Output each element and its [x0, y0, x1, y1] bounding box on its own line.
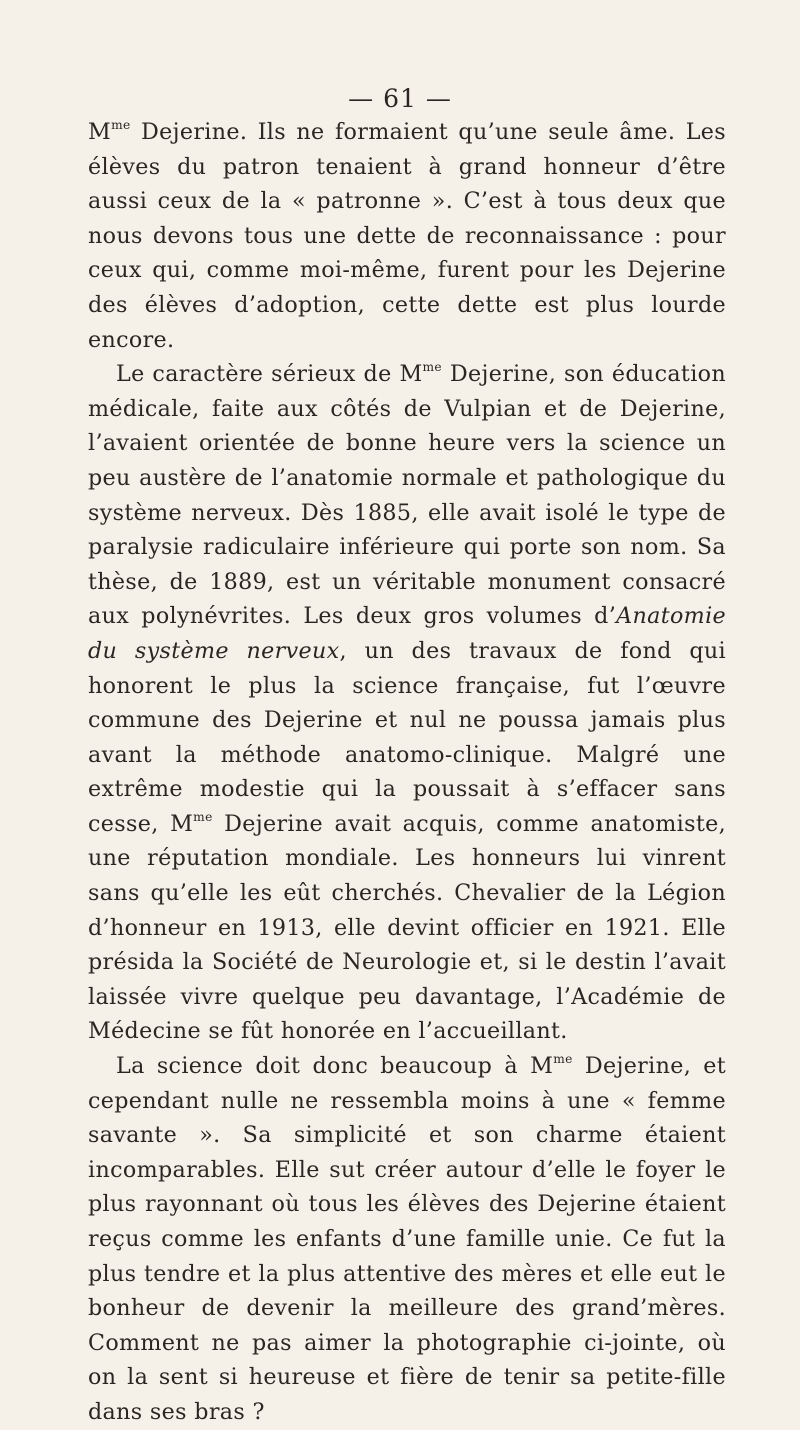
- paragraph: [88, 357, 726, 1049]
- superscript: me: [193, 810, 213, 825]
- text-run: Dejerine. Ils ne formaient qu’une seule âme. Les élèves du patron tenaient à grand honneur d’être aussi ceux de la « patronne ». C’est à tous deux que nous devons tous une dette de reconnaissance : pour ceux qui, comme moi-même, furent pour les Dejerine des élèves d’adoption, cette dette est plus lourde encore.: [88, 119, 726, 353]
- superscript: me: [111, 118, 131, 133]
- text-run: Dejerine avait acquis, comme anatomiste, une réputation mondiale. Les honneurs lui vinrent sans qu’elle les eût cherchés. Chevalier de la Légion d’honneur en 1913, elle devint officier en 1921. Elle présida la Société de Neurologie et, si le destin l’avait laissée vivre quelque peu davantage, l’Académie de Médecine se fût honorée en l’accueillant.: [88, 810, 726, 1045]
- text-run: Dejerine, son éducation médicale, faite aux côtés de Vulpian et de Dejerine, l’avaient orientée de bonne heure vers la science un peu austère de l’anatomie normale et pathologique du système nerveux. Dès 1885, elle avait isolé le type de paralysie radiculaire inférieure qui porte son nom. Sa thèse, de 1889, est un véritable monument consacré aux polynévrites. Les deux gros volumes d’: [88, 361, 726, 630]
- superscript: me: [553, 1052, 573, 1067]
- text-run: Dejerine, et cependant nulle ne ressembla moins à une « femme savante ». Sa simplicité et son charme étaient incomparables. Elle sut créer autour d’elle le foyer le plus rayonnant où tous les élèves des Dejerine étaient reçus comme les enfants d’une famille unie. Ce fut la plus tendre et la plus attentive des mères et elle eut le bonheur de devenir la meilleure des grand’mères. Comment ne pas aimer la photographie ci-jointe, où on la sent si heureuse et fière de tenir sa petite-fille dans ses bras ?: [88, 1053, 727, 1425]
- text-run: La science doit donc beaucoup à M: [116, 1053, 554, 1080]
- text-run: Le caractère sérieux de M: [116, 361, 423, 388]
- text-run: , un des travaux de fond qui honorent le plus la science française, fut l’œuvre commune des Dejerine et nul ne poussa jamais plus avant la méthode anatomo-clinique. Malgré une extrême modestie qui la poussait à s’effacer sans cesse, M: [88, 637, 726, 837]
- superscript: me: [422, 360, 443, 375]
- body-text: [88, 115, 726, 1430]
- text-run: M: [88, 119, 112, 145]
- book-title: Anatomie du système nerveux: [88, 603, 726, 664]
- paragraph: [88, 115, 726, 357]
- page-number: — 61 —: [348, 84, 452, 113]
- paragraph: [88, 1049, 726, 1430]
